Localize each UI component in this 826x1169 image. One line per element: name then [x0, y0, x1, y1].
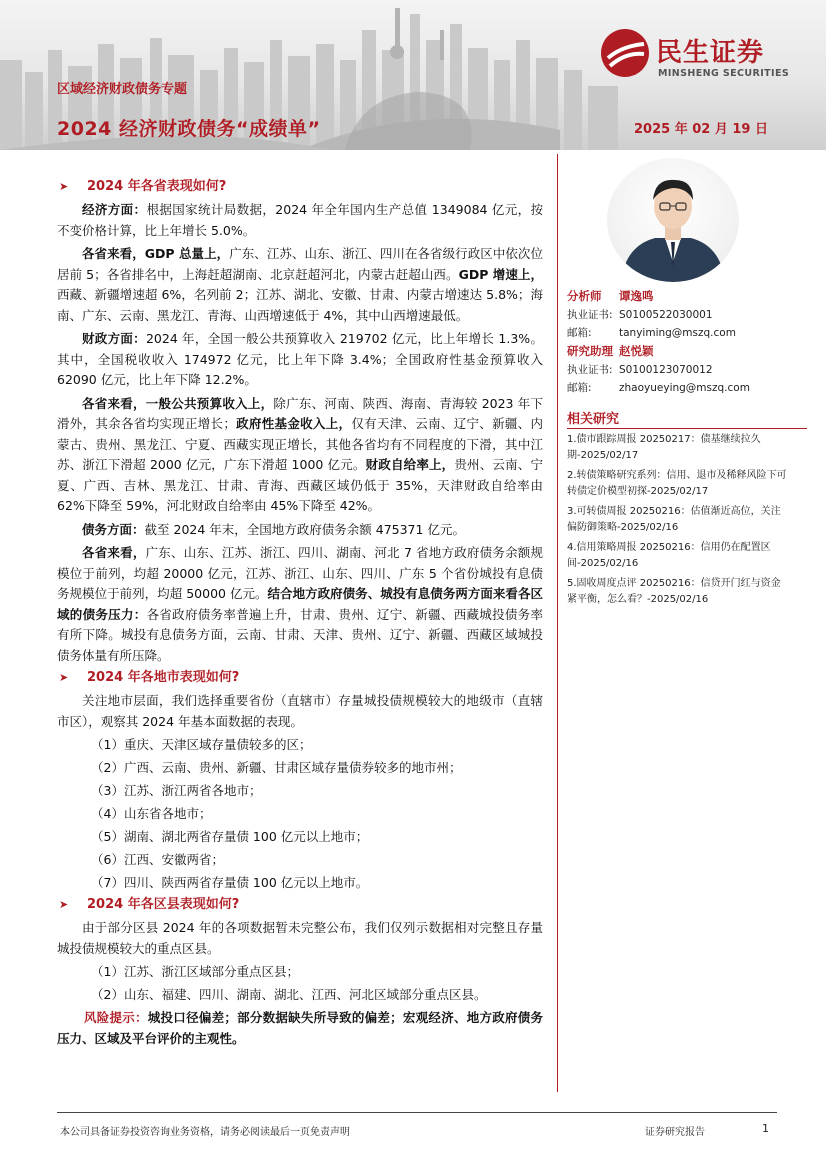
- paragraph-debt: [57, 520, 543, 541]
- assistant-email[interactable]: zhaoyueying@mszq.com: [619, 382, 750, 394]
- bold-lead: 各省来看，: [82, 545, 146, 560]
- related-divider: [567, 428, 807, 429]
- related-item[interactable]: 4.信用策略周报 20250216：信用仍在配置区间-2025/02/16: [567, 542, 771, 569]
- bold-lead: 结合地方政府债务、城投有息债务两方面来看各区域的债务压力：: [57, 586, 543, 622]
- paragraph-text: 仅有天津、云南、辽宁、新疆、内蒙古、贵州、黑龙江、宁夏、西藏实现正增长，其他各省均有不同程度的下滑，其中江苏、浙江下滑超 2000 亿元，广东下滑超 1000 亿元。: [57, 416, 543, 472]
- analyst-cert-row: [567, 306, 797, 324]
- assistant-row: [567, 342, 797, 361]
- risk-text: 城投口径偏差；部分数据缺失所导致的偏差；宏观经济、地方政府债务压力、区域及平台评价的主观性。: [57, 1010, 543, 1046]
- county-list: [57, 961, 543, 1005]
- related-item[interactable]: 5.固收周度点评 20250216：信贷开门红与资金紧平衡，怎么看？-2025/02/16: [567, 578, 781, 605]
- bold-lead: 债务方面：: [82, 521, 145, 537]
- paragraph-county-intro: 由于部分区县 2024 年的各项数据暂未完整公布，我们仅列示数据相对完整且存量城投债规模较大的重点区县。: [57, 920, 543, 956]
- list-item: （1）重庆、天津区域存量债较多的区；: [91, 737, 312, 752]
- page-number: 1: [762, 1122, 769, 1135]
- cert-label: 执业证书:: [567, 309, 613, 321]
- paragraph-text: 西藏、新疆增速超 6%，名列前 2；江苏、湖北、安徽、甘肃、内蒙古增速达 5.8%；海南、广东、云南、黑龙江、青海、山西增速低于 4%，其中山西增速最低。: [57, 287, 543, 323]
- risk-heading: 风险提示：: [84, 1010, 148, 1025]
- bold-lead: 经济方面：: [82, 202, 147, 217]
- paragraph-city-intro: 关注地市层面，我们选择重要省份（直辖市）存量城投债规模较大的地级市（直辖市区），观察其 2024 年基本面数据的表现。: [57, 693, 543, 729]
- paragraph-fiscal: [57, 329, 543, 391]
- analyst-email[interactable]: tanyiming@mszq.com: [619, 327, 736, 339]
- footer-doc-type: 证券研究报告: [645, 1127, 705, 1138]
- related-item[interactable]: 1.债市跟踪周报 20250217：债基继续拉久期-2025/02/17: [567, 434, 761, 461]
- paragraph-gdp-provinces: [57, 244, 543, 326]
- list-item: （2）广西、云南、贵州、新疆、甘肃区域存量债券较多的地市州；: [91, 760, 462, 775]
- list-item: （4）山东省各地市；: [91, 806, 212, 821]
- main-content: [57, 176, 543, 1051]
- paragraph-text: 各省政府债务率普遍上升，甘肃、贵州、辽宁、新疆、西藏城投债务率有所下降。城投有息债务方面，云南、甘肃、天津、贵州、辽宁、新疆、西藏区域城投债务体量有所压降。: [57, 606, 543, 663]
- paragraph-text: 除广东、河南、陕西、海南、青海较 2023 年下滑外，其余各省均实现正增长；: [57, 395, 543, 431]
- assistant-cert: S0100123070012: [619, 364, 713, 376]
- section-heading-provinces: [57, 177, 543, 197]
- bold-lead: GDP 增速上，: [458, 266, 543, 282]
- bold-lead: 财政方面：: [82, 331, 146, 346]
- paragraph-text: 根据国家统计局数据，2024 年全年国内生产总值 1349084 亿元，按不变价格计算，比上年增长 5.0%。: [57, 202, 543, 238]
- analyst-portrait-image: [607, 158, 739, 282]
- right-arrow-icon: ➤: [59, 671, 69, 684]
- section-title: 2024 年各区县表现如何?: [87, 897, 240, 912]
- related-item[interactable]: 2.转债策略研究系列：信用、退市及稀释风险下可转债定价模型初探-2025/02/17: [567, 470, 787, 497]
- bold-lead: 各省来看，一般公共预算收入上，: [82, 395, 274, 411]
- list-item: （3）江苏、浙江两省各地市；: [91, 783, 262, 798]
- list-item: （2）山东、福建、四川、湖南、湖北、江西、河北区域部分重点区县。: [91, 987, 487, 1002]
- header-banner: [0, 0, 826, 150]
- analyst-info: [567, 287, 797, 397]
- list-item: （7）四川、陕西两省存量债 100 亿元以上地市。: [91, 875, 369, 890]
- right-arrow-icon: ➤: [59, 898, 69, 911]
- paragraph-text: 截至 2024 年末，全国地方政府债务余额 475371 亿元。: [144, 521, 465, 537]
- related-research-title: 相关研究: [567, 412, 620, 427]
- email-label: 邮箱:: [567, 382, 592, 394]
- list-item: （1）江苏、浙江区域部分重点区县；: [91, 964, 299, 979]
- section-heading-counties: [57, 895, 543, 915]
- footer-divider: [57, 1112, 777, 1113]
- list-item: （5）湖南、湖北两省存量债 100 亿元以上地市；: [91, 829, 369, 844]
- bold-lead: 政府性基金收入上，: [235, 416, 352, 431]
- bold-lead: 各省来看，GDP 总量上，: [82, 246, 230, 261]
- report-date: 2025 年 02 月 19 日: [634, 122, 768, 137]
- paragraph-fiscal-provinces: [57, 394, 543, 517]
- risk-warning: [57, 1008, 543, 1049]
- analyst-name: 谭逸鸣: [619, 289, 654, 303]
- related-research-list: [567, 432, 789, 612]
- bold-lead: 财政自给率上，: [365, 457, 455, 472]
- section-title: 2024 年各省表现如何?: [87, 179, 227, 194]
- paragraph-text: 广东、山东、江苏、浙江、四川、湖南、河北 7 省地方政府债务余额规模位于前列，均超 20000 亿元，江苏、浙江、山东、四川、广东 5 个省份城投有息债务规模位于前列，均超 50000 亿元。: [57, 545, 543, 601]
- logo-english-name: MINSHENG SECURITIES: [658, 68, 790, 79]
- section-heading-cities: [57, 668, 543, 688]
- assistant-name: 赵悦颖: [619, 344, 654, 358]
- assistant-cert-row: [567, 361, 797, 379]
- analyst-photo: [607, 158, 739, 282]
- section-title: 2024 年各地市表现如何?: [87, 670, 240, 685]
- email-label: 邮箱:: [567, 327, 592, 339]
- paragraph-text: 2024 年，全国一般公共预算收入 219702 亿元，比上年增长 1.3%。其中，全国税收收入 174972 亿元，比上年下降 3.4%；全国政府性基金预算收入 62090 亿元，比上年下降 12.2%。: [57, 331, 543, 387]
- footer-disclaimer: 本公司具备证券投资咨询业务资格，请务必阅读最后一页免责声明: [60, 1127, 350, 1138]
- city-list: [57, 734, 543, 893]
- assistant-role: 研究助理: [567, 344, 613, 358]
- analyst-cert: S0100522030001: [619, 309, 713, 321]
- list-item: （6）江西、安徽两省；: [91, 852, 224, 867]
- cert-label: 执业证书:: [567, 364, 613, 376]
- analyst-row: [567, 287, 797, 306]
- paragraph-economy: [57, 200, 543, 241]
- related-item[interactable]: 3.可转债周报 20250216：估值渐近高位，关注偏防御策略-2025/02/16: [567, 506, 781, 533]
- report-title: 2024 经济财政债务“成绩单”: [57, 118, 321, 140]
- column-divider: [557, 154, 558, 1092]
- right-arrow-icon: ➤: [59, 180, 69, 193]
- company-logo: [600, 28, 800, 84]
- logo-chinese-name: 民生证券: [656, 38, 765, 68]
- assistant-email-row: [567, 379, 797, 397]
- analyst-email-row: [567, 324, 797, 342]
- paragraph-debt-provinces: [57, 543, 543, 666]
- analyst-role: 分析师: [567, 289, 602, 303]
- paragraph-text: 贵州、云南、宁夏、广西、吉林、黑龙江、甘肃、青海、西藏区域仍低于 35%，天津财政自给率由 62%下降至 59%，河北财政自给率由 45%下降至 42%。: [57, 457, 543, 513]
- paragraph-text: 广东、江苏、山东、浙江、四川在各省级行政区中依次位居前 5；各省排名中，上海赶超湖南、北京赶超河北，内蒙古赶超山西。: [57, 246, 543, 282]
- report-series: 区域经济财政债务专题: [57, 82, 188, 97]
- minsheng-logo-icon: [600, 28, 650, 78]
